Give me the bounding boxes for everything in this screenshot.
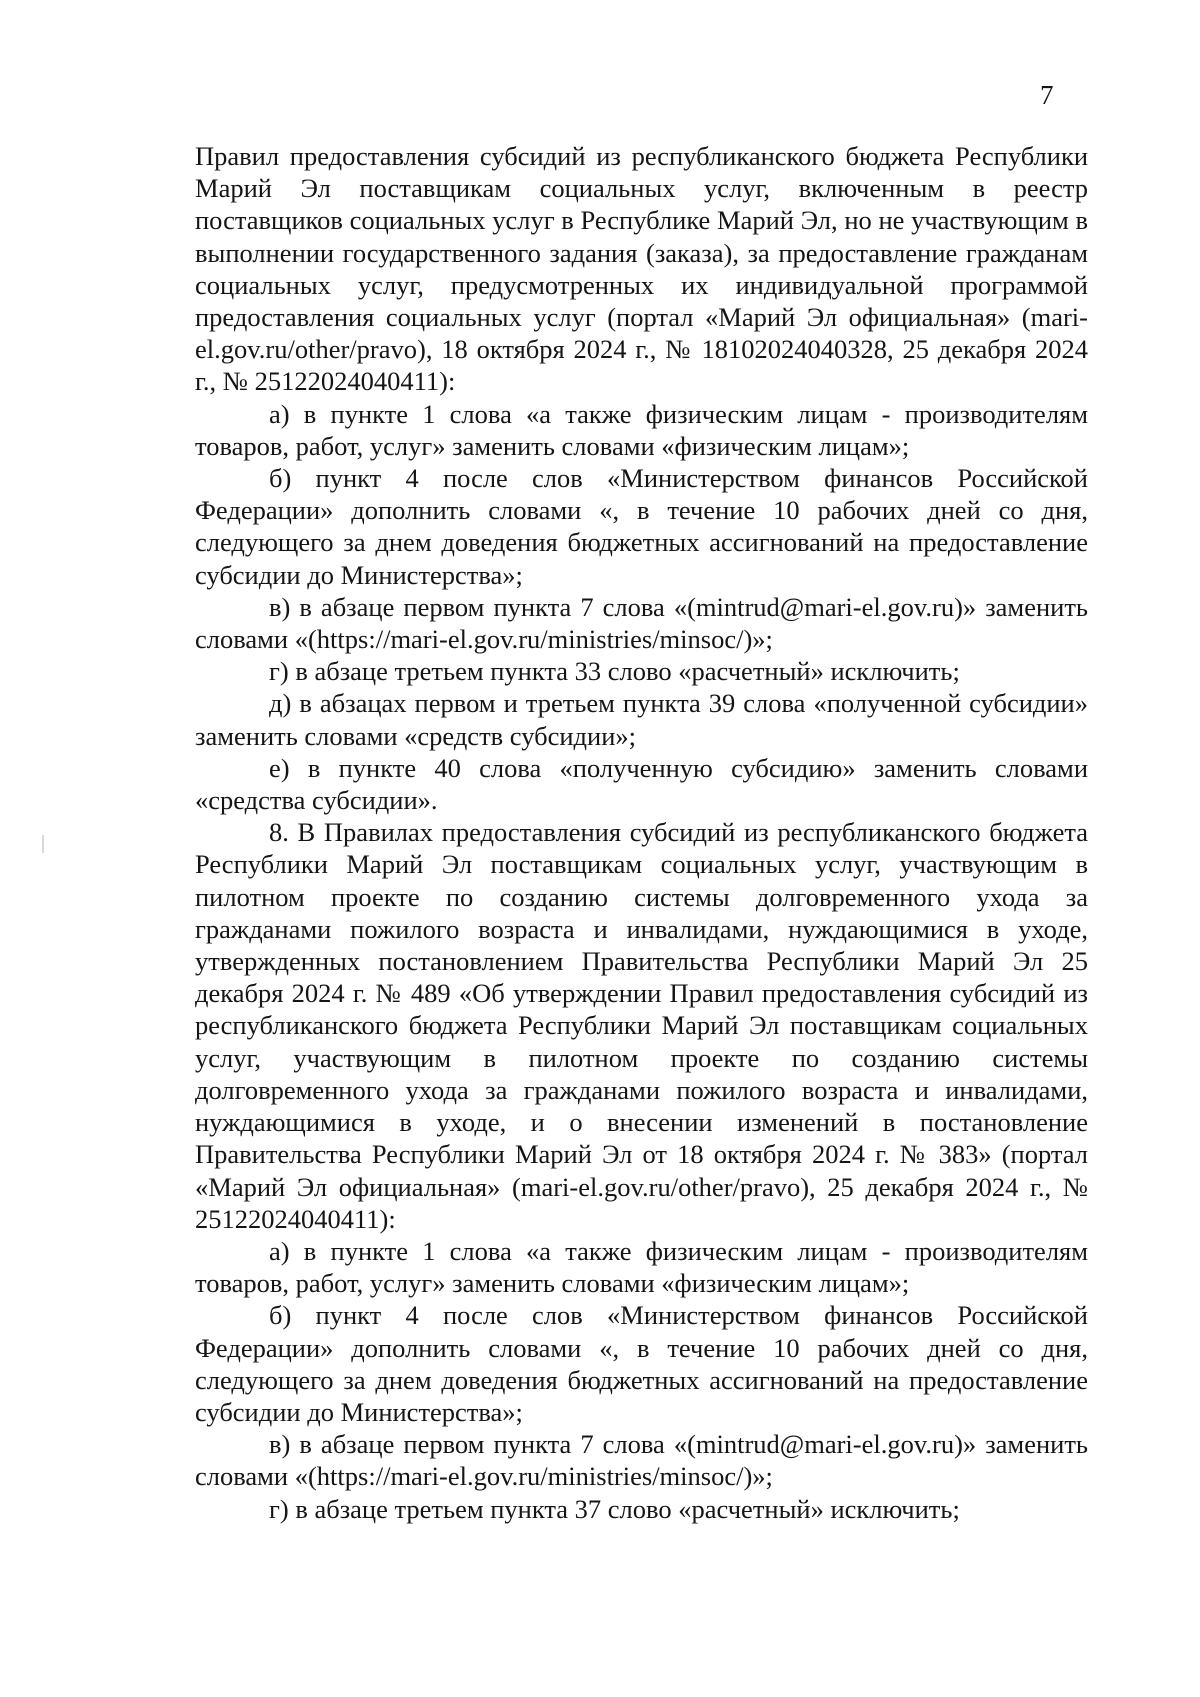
paragraph-item-g: г) в абзаце третьем пункта 33 слово «расчетный» исключить;	[269, 656, 960, 687]
paragraph-item-v-2: в) в абзаце первом пункта 7 слова «(mintrud@mari-el.gov.ru)» заменить словами «(https://mari-el.gov.ru/ministries/minsoc/)»;	[195, 1429, 1088, 1492]
paragraph-item-e: е) в пункте 40 слова «полученную субсидию» заменить словами «средства субсидии».	[195, 752, 1088, 816]
paragraph-item-a: а) в пункте 1 слова «а также физическим лицам - производителям товаров, работ, услуг» заменить словами «физическим лицам»;	[195, 398, 1088, 461]
paragraph-continuation: Правил предоставления субсидий из республиканского бюджета Республики Марий Эл поставщикам социальных услуг, включенным в реестр поставщиков социальных услуг в Республике Марий Эл, но не участвующим в выполнении государственного задания (заказа), за предоставление гражданам социальных услуг, предусмотренных их индивидуальной программой предоставления социальных услуг (портал «Марий Эл официальная» (mari-el.gov.ru/other/pravo), 18 октября 2024 г., № 18102024040328, 25 декабря 2024 г., № 25122024040411):	[195, 141, 1088, 397]
paragraph-item-d: д) в абзацах первом и третьем пункта 39 слова «полученной субсидии» заменить словами «средств субсидии»;	[195, 688, 1088, 751]
paragraph-item-v: в) в абзаце первом пункта 7 слова «(mintrud@mari-el.gov.ru)» заменить словами «(https://mari-el.gov.ru/ministries/minsoc/)»;	[195, 591, 1088, 655]
paragraph-item-a-2: а) в пункте 1 слова «а также физическим лицам - производителям товаров, работ, услуг» заменить словами «физическим лицам»;	[195, 1235, 1088, 1299]
page-number: 7	[1040, 80, 1054, 110]
paragraph-section-8: 8. В Правилах предоставления субсидий из республиканского бюджета Республики Марий Эл поставщикам социальных услуг, участвующим в пилотном проекте по созданию системы долговременного ухода за гражданами пожилого возраста и инвалидами, нуждающимися в уходе, утвержденных постановлением Правительства Республики Марий Эл 25 декабря 2024 г. № 489 «Об утверждении Правил предоставления субсидий из республиканского бюджета Республики Марий Эл поставщикам социальных услуг, участвующим в пилотном проекте по созданию системы долговременного ухода за гражданами пожилого возраста и инвалидами, нуждающимися в уходе, и о внесении изменений в постановление Правительства Республики Марий Эл от 18 октября 2024 г. № 383» (портал «Марий Эл официальная» (mari-el.gov.ru/other/pravo), 25 декабря 2024 г., № 25122024040411):	[195, 817, 1088, 1234]
scan-artifact-mark	[42, 835, 44, 853]
paragraph-item-b-2: б) пункт 4 после слов «Министерством финансов Российской Федерации» дополнить словами «, в течение 10 рабочих дней со дня, следующего за днем доведения бюджетных ассигнований на предоставление субсидии до Министерства»;	[195, 1300, 1088, 1427]
paragraph-item-g-2: г) в абзаце третьем пункта 37 слово «расчетный» исключить;	[269, 1493, 960, 1524]
document-body	[195, 140, 1088, 1525]
paragraph-item-b: б) пункт 4 после слов «Министерством финансов Российской Федерации» дополнить словами «, в течение 10 рабочих дней со дня, следующего за днем доведения бюджетных ассигнований на предоставление субсидии до Министерства»;	[195, 463, 1088, 590]
